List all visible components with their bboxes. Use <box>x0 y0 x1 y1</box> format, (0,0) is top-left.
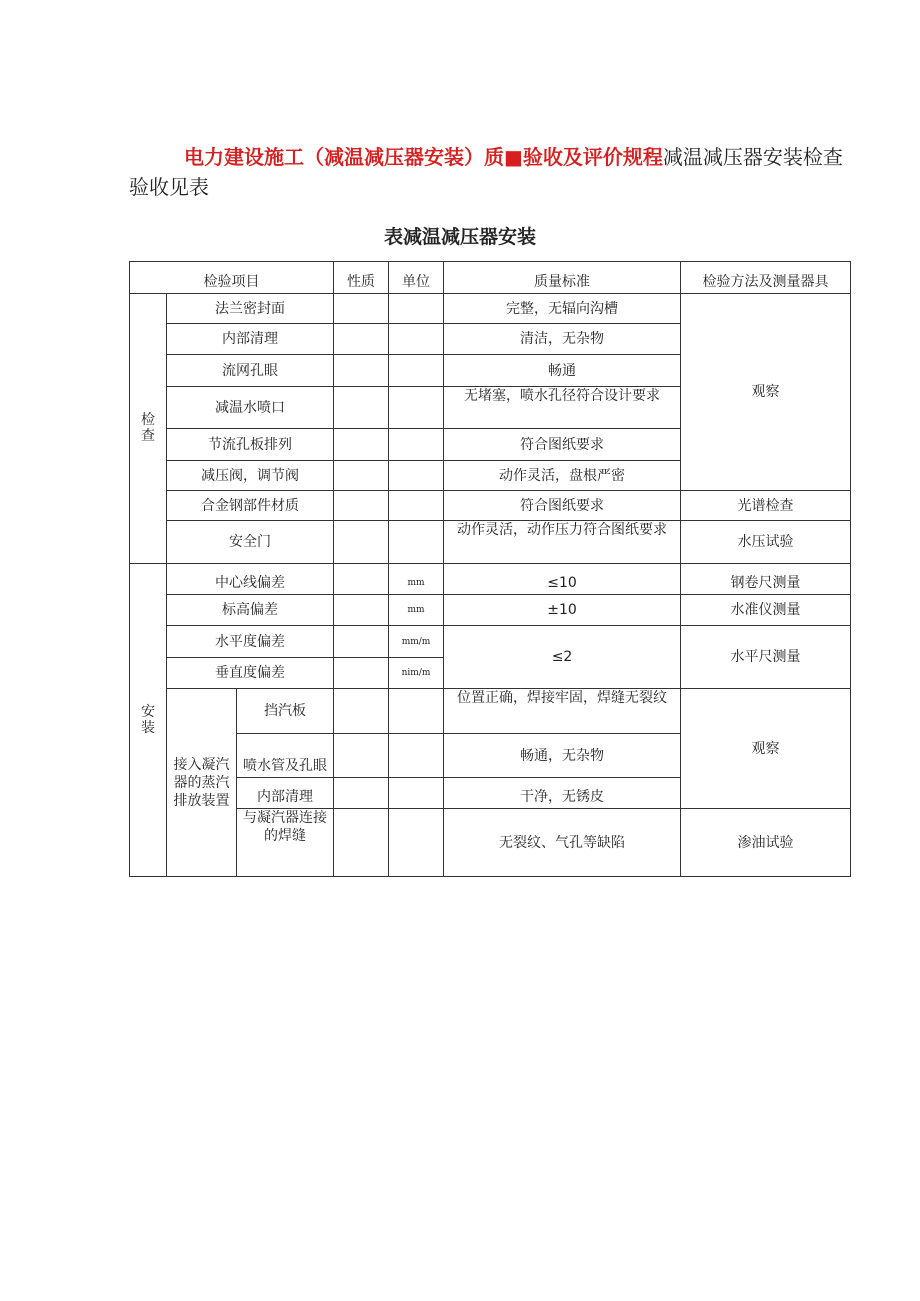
unit-cell: nim/m <box>389 658 444 689</box>
table-row <box>130 564 851 595</box>
item-cell: 法兰密封面 <box>167 294 334 324</box>
item-cell: 合金钢部件材质 <box>167 491 334 521</box>
inspection-table <box>129 261 851 877</box>
standard-cell: 符合图纸要求 <box>444 429 681 461</box>
item-cell: 中心线偏差 <box>167 564 334 595</box>
sub-group-label: 接入凝汽器的蒸汽排放装置 <box>167 689 237 877</box>
method-observe-install: 观察 <box>681 689 851 809</box>
item-cell: 减温水喷口 <box>167 387 334 429</box>
standard-cell: 无堵塞，喷水孔径符合设计要求 <box>444 387 681 429</box>
item-cell: 安全门 <box>167 521 334 564</box>
document-heading <box>129 142 849 202</box>
standard-cell: 畅通 <box>444 355 681 387</box>
method-observe-check: 观察 <box>681 294 851 491</box>
table-row <box>130 809 851 877</box>
method-cell: 水准仪测量 <box>681 595 851 626</box>
header-standard: 质量标准 <box>444 262 681 294</box>
standard-cell: 位置正确，焊接牢固，焊缝无裂纹 <box>444 689 681 734</box>
sub-item-cell: 喷水管及孔眼 <box>237 734 334 778</box>
item-cell: 流网孔眼 <box>167 355 334 387</box>
table-row <box>130 491 851 521</box>
unit-cell: mm <box>389 595 444 626</box>
unit-cell: mm/m <box>389 626 444 658</box>
standard-cell: 动作灵活，盘根严密 <box>444 461 681 491</box>
standard-cell: 动作灵活，动作压力符合图纸要求 <box>444 521 681 564</box>
header-row <box>130 262 851 294</box>
sub-item-cell: 挡汽板 <box>237 689 334 734</box>
method-cell: 渗油试验 <box>681 809 851 877</box>
item-cell: 节流孔板排列 <box>167 429 334 461</box>
item-cell: 内部清理 <box>167 324 334 355</box>
header-item: 检验项目 <box>130 262 334 294</box>
standard-cell: 无裂纹、气孔等缺陷 <box>444 809 681 877</box>
table-row <box>130 595 851 626</box>
heading-black: 减温减压器安装检查验收见表 <box>129 145 843 199</box>
header-nature: 性质 <box>334 262 389 294</box>
standard-cell: ≤10 <box>444 564 681 595</box>
level-method: 水平尺测量 <box>681 626 851 689</box>
header-unit: 单位 <box>389 262 444 294</box>
table-row <box>130 626 851 658</box>
table-title: 表减温减压器安装 <box>383 226 536 248</box>
standard-cell: 清洁，无杂物 <box>444 324 681 355</box>
table-row <box>130 689 851 734</box>
item-cell: 减压阀，调节阀 <box>167 461 334 491</box>
standard-cell: 干净，无锈皮 <box>444 778 681 809</box>
group-check <box>130 294 167 564</box>
level-standard: ≤2 <box>444 626 681 689</box>
table-row <box>130 521 851 564</box>
item-cell: 水平度偏差 <box>167 626 334 658</box>
group-check-label: 检查 <box>141 412 155 444</box>
sub-item-cell: 内部清理 <box>237 778 334 809</box>
unit-cell: mm <box>389 564 444 595</box>
heading-red: 电力建设施工（减温减压器安装）质■验收及评价规程 <box>184 145 663 169</box>
sub-item-cell: 与凝汽器连接的焊缝 <box>237 809 334 877</box>
method-cell: 水压试验 <box>681 521 851 564</box>
standard-cell: 畅通，无杂物 <box>444 734 681 778</box>
item-cell: 标高偏差 <box>167 595 334 626</box>
standard-cell: ±10 <box>444 595 681 626</box>
item-cell: 垂直度偏差 <box>167 658 334 689</box>
standard-cell: 符合图纸要求 <box>444 491 681 521</box>
header-method: 检验方法及测量器具 <box>681 262 851 294</box>
group-install <box>130 564 167 877</box>
table-row <box>130 294 851 324</box>
method-cell: 钢卷尺测量 <box>681 564 851 595</box>
group-install-label: 安装 <box>141 703 155 736</box>
method-cell: 光谱检查 <box>681 491 851 521</box>
standard-cell: 完整，无辐向沟槽 <box>444 294 681 324</box>
